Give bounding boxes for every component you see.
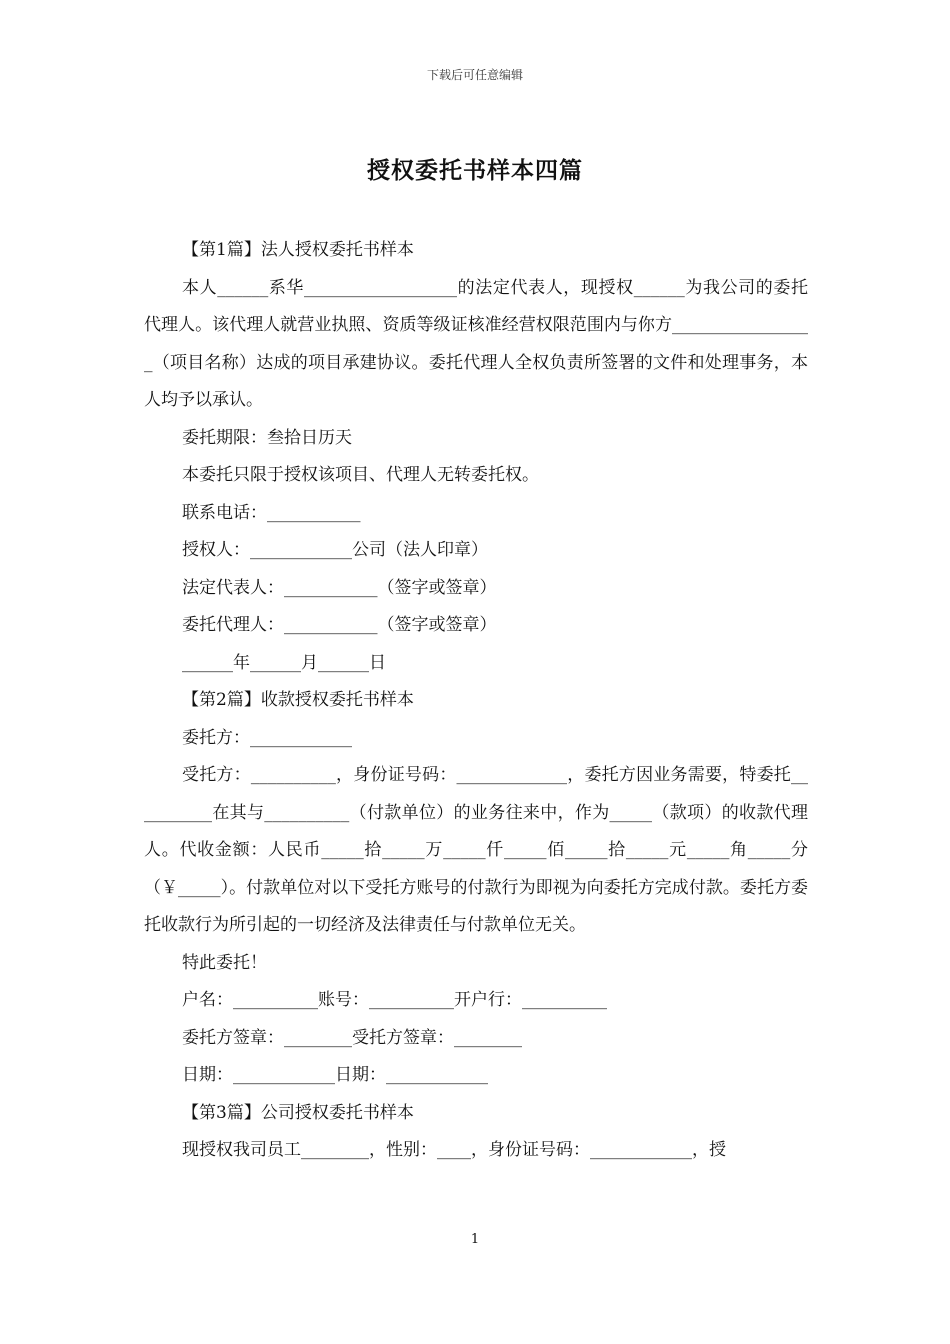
date-line: ______年______月______日: [182, 652, 386, 673]
signature-line: 委托方签章：________受托方签章：________: [182, 1027, 522, 1048]
section-1-heading: 【第1篇】法人授权委托书样本: [182, 240, 414, 260]
authorization-period: 委托期限：叁拾日历天: [182, 427, 352, 448]
account-info-line: 户名：__________账号：__________开户行：__________: [182, 990, 607, 1010]
section-2-heading: 【第2篇】收款授权委托书样本: [182, 690, 414, 710]
document-title: 授权委托书样本四篇: [367, 157, 583, 184]
section-2-body: 受托方：__________，身份证号码：_____________，委托方因业务需要，特委托__________在其与__________（付款单位）的业务往来中，作为_____（款项）的收款代理人。代收金额：人民币_____拾_____万_____仟_____佰_____拾_____元_____角_____分（￥_____）。付款单位对以下受托方账号的付款行为即视为向委托方完成付款。委托方委托收款行为所引起的一切经济及法律责任与付款单位无关。: [144, 765, 808, 935]
legal-representative-line: 法定代表人：___________（签字或签章）: [182, 577, 497, 598]
dates-line: 日期：____________日期：____________: [182, 1065, 488, 1085]
agent-line: 委托代理人：___________（签字或签章）: [182, 615, 497, 635]
hereby-entrust: 特此委托！: [182, 952, 267, 973]
principal-line: 委托方：____________: [182, 727, 352, 748]
page-number: 1: [470, 1232, 480, 1247]
authorization-scope: 本委托只限于授权该项目、代理人无转委托权。: [182, 465, 539, 485]
authorizer-line: 授权人：____________公司（法人印章）: [182, 540, 488, 560]
section-3-heading: 【第3篇】公司授权委托书样本: [182, 1102, 414, 1123]
contact-phone-line: 联系电话：___________: [182, 502, 361, 523]
document-body: [144, 232, 808, 1170]
section-1-body: 本人______系华__________________的法定代表人，现授权______为我公司的委托代理人。该代理人就营业执照、资质等级证核准经营权限范围内与你方_________________（项目名称）达成的项目承建协议。委托代理人全权负责所签署的文件和处理事务，本人均予以承认。: [144, 277, 808, 410]
page-header-note: 下载后可任意编辑: [426, 68, 523, 82]
section-3-body: 现授权我司员工________，性别：____，身份证号码：____________，授: [182, 1140, 726, 1160]
